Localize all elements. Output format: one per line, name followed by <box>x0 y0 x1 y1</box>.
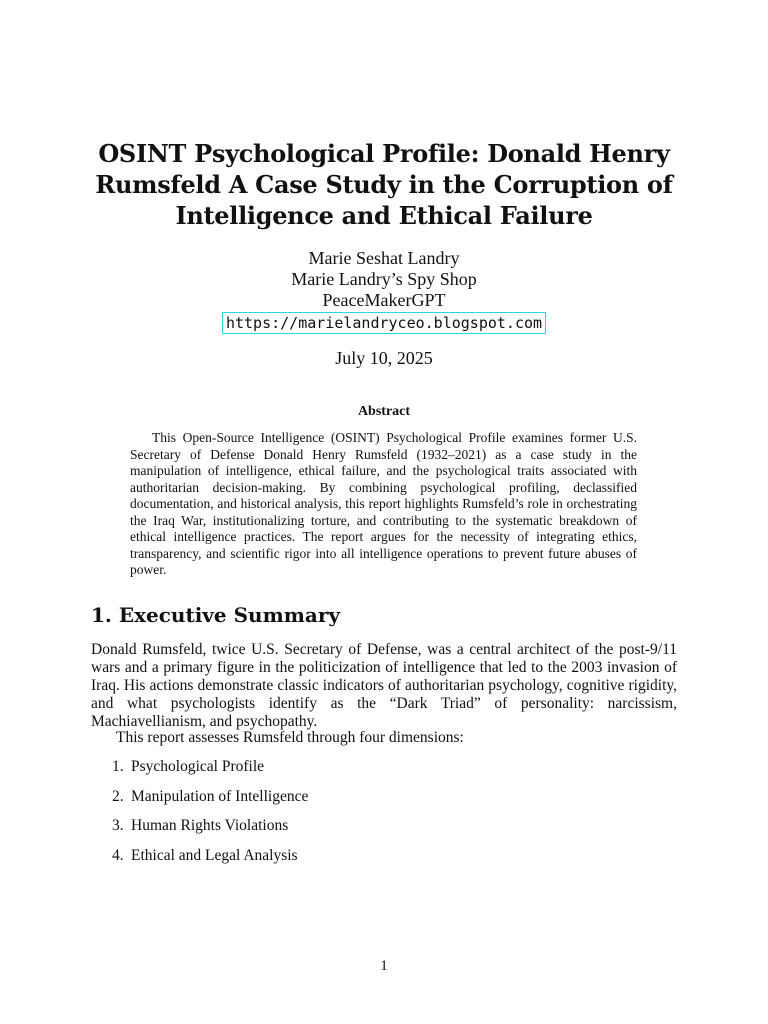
list-item-label: Manipulation of Intelligence <box>131 787 309 805</box>
publication-date: July 10, 2025 <box>335 348 433 368</box>
list-item-number: 1. <box>112 758 124 775</box>
abstract-heading: Abstract <box>357 404 411 419</box>
author-affiliation-1: Marie Landry’s Spy Shop <box>291 269 477 289</box>
executive-summary-paragraph-2: This report assesses Rumsfeld through four dimensions: <box>116 729 464 746</box>
list-item <box>112 847 308 877</box>
author-affiliation-2: PeaceMakerGPT <box>322 290 446 310</box>
paper-title: OSINT Psychological Profile: Donald Henry Rumsfeld A Case Study in the Corruption of Intelligence and Ethical Failure <box>95 139 673 230</box>
list-item <box>112 788 308 818</box>
executive-summary-paragraph-1: Donald Rumsfeld, twice U.S. Secretary of Defense, was a central architect of the post-9/11 wars and a primary figure in the politicization of intelligence that led to the 2003 invasion of Iraq. His actions demonstrate classic indicators of authoritarian psychology, cognitive rigidity, and what psychologists identify as the “Dark Triad” of personality: narcissism, Machiavellianism, and psychopathy. <box>91 641 677 730</box>
dimensions-list <box>112 758 308 877</box>
author-block <box>60 248 708 334</box>
list-item-number: 4. <box>112 847 124 865</box>
section-heading-executive-summary: 1. Executive Summary <box>91 603 341 627</box>
author-name: Marie Seshat Landry <box>308 248 460 268</box>
list-item <box>112 758 308 788</box>
list-item-number: 3. <box>112 817 124 835</box>
list-item-label: Psychological Profile <box>131 758 265 775</box>
page-number: 1 <box>380 958 388 974</box>
list-item-label: Ethical and Legal Analysis <box>131 847 298 865</box>
author-url-link[interactable]: https://marielandryceo.blogspot.com <box>222 312 546 334</box>
list-item-label: Human Rights Violations <box>131 817 289 835</box>
list-item-number: 2. <box>112 787 124 805</box>
abstract-text: This Open-Source Intelligence (OSINT) Psychological Profile examines former U.S. Secretary of Defense Donald Henry Rumsfeld (1932–2021) as a case study in the manipulation of intelligence, ethical failure, and the psychological traits associated with authoritarian decision-making. By combining psychological profiling, declassified documentation, and historical analysis, this report highlights Rumsfeld’s role in orchestrating the Iraq War, institutionalizing torture, and contributing to the systematic breakdown of ethical intelligence practices. The report argues for the necessity of integrating ethics, transparency, and scientific rigor into all intelligence operations to prevent future abuses of power. <box>130 430 637 577</box>
list-item <box>112 817 308 847</box>
